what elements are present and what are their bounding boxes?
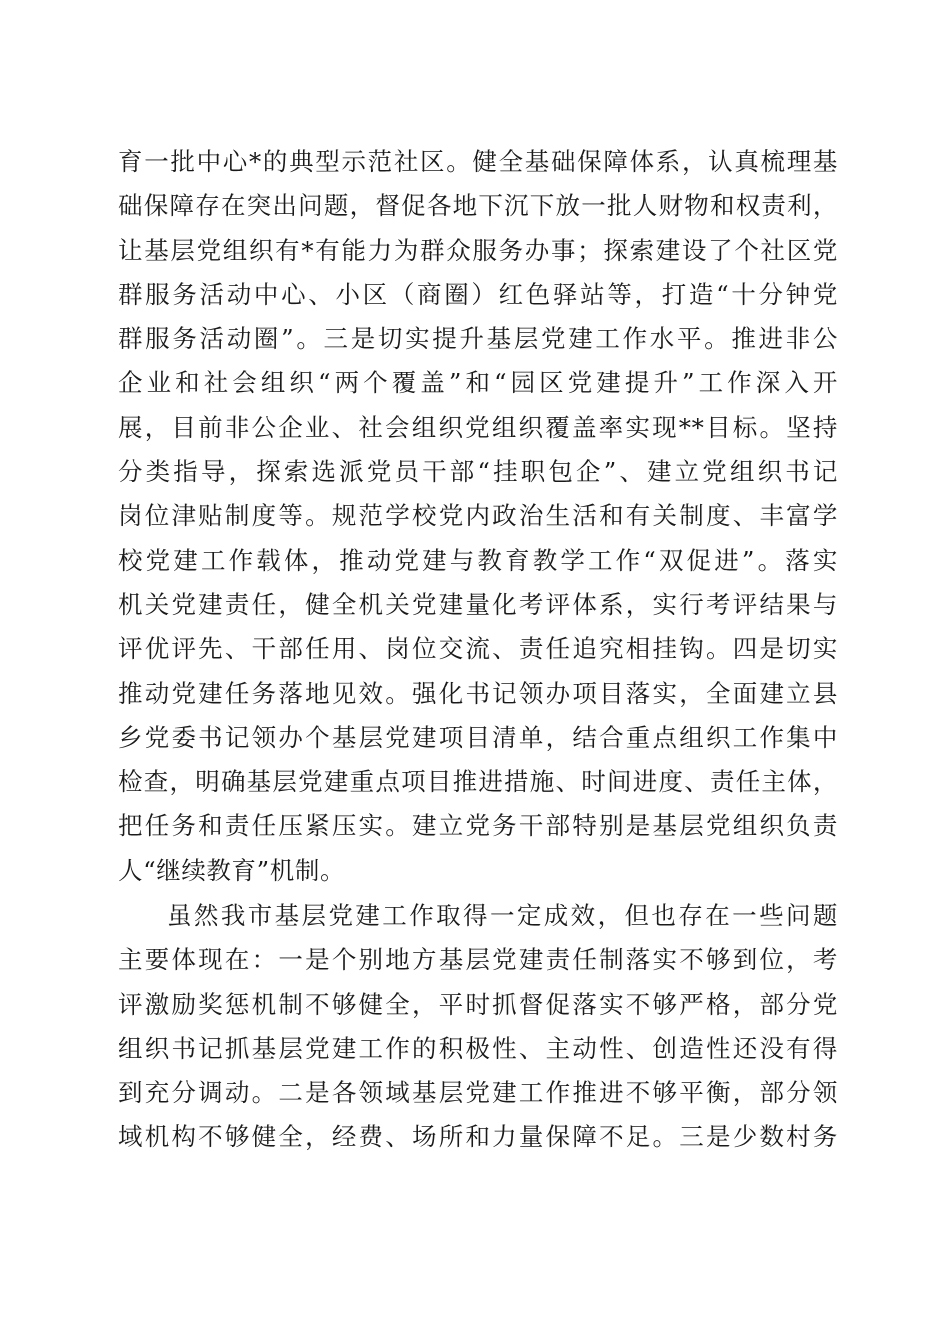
text-line: 岗位津贴制度等。规范学校党内政治生活和有关制度、丰富学 xyxy=(118,501,838,531)
text-line: 把任务和责任压紧压实。建立党务干部特别是基层党组织负责 xyxy=(118,811,838,841)
text-line: 机关党建责任，健全机关党建量化考评体系，实行考评结果与 xyxy=(118,589,838,619)
paragraph-1 xyxy=(118,140,838,893)
text-line: 域机构不够健全，经费、场所和力量保障不足。三是少数村务 xyxy=(118,1122,838,1152)
text-line: 到充分调动。二是各领域基层党建工作推进不够平衡，部分领 xyxy=(118,1078,838,1108)
text-line: 育一批中心*的典型示范社区。健全基础保障体系，认真梳理基 xyxy=(118,147,838,176)
text-line: 评激励奖惩机制不够健全，平时抓督促落实不够严格，部分党 xyxy=(118,989,838,1019)
text-line: 础保障存在突出问题，督促各地下沉下放一批人财物和权责利， xyxy=(118,191,838,221)
text-line: 群服务活动圈”。三是切实提升基层党建工作水平。推进非公 xyxy=(118,324,838,354)
text-line: 主要体现在：一是个别地方基层党建责任制落实不够到位，考 xyxy=(118,945,838,975)
text-line: 乡党委书记领办个基层党建项目清单，结合重点组织工作集中 xyxy=(118,722,838,752)
text-line: 校党建工作载体，推动党建与教育教学工作“双促进”。落实 xyxy=(118,545,838,575)
paragraph-2 xyxy=(118,894,838,1160)
text-line: 组织书记抓基层党建工作的积极性、主动性、创造性还没有得 xyxy=(118,1033,838,1063)
text-line: 推动党建任务落地见效。强化书记领办项目落实，全面建立县 xyxy=(118,678,838,708)
text-line: 企业和社会组织“两个覆盖”和“园区党建提升”工作深入开 xyxy=(118,368,838,398)
text-line: 人“继续教育”机制。 xyxy=(118,855,346,885)
text-line: 评优评先、干部任用、岗位交流、责任追究相挂钩。四是切实 xyxy=(118,634,838,664)
text-line: 分类指导，探索选派党员干部“挂职包企”、建立党组织书记 xyxy=(118,457,838,487)
text-line: 让基层党组织有*有能力为群众服务办事；探索建设了个社区党 xyxy=(118,235,838,265)
text-line: 检查，明确基层党建重点项目推进措施、时间进度、责任主体， xyxy=(118,767,838,797)
text-line: 展，目前非公企业、社会组织党组织覆盖率实现**目标。坚持 xyxy=(118,412,839,442)
text-line: 群服务活动中心、小区（商圈）红色驿站等，打造“十分钟党 xyxy=(118,279,838,309)
text-line: 虽然我市基层党建工作取得一定成效，但也存在一些问题 xyxy=(167,901,838,930)
